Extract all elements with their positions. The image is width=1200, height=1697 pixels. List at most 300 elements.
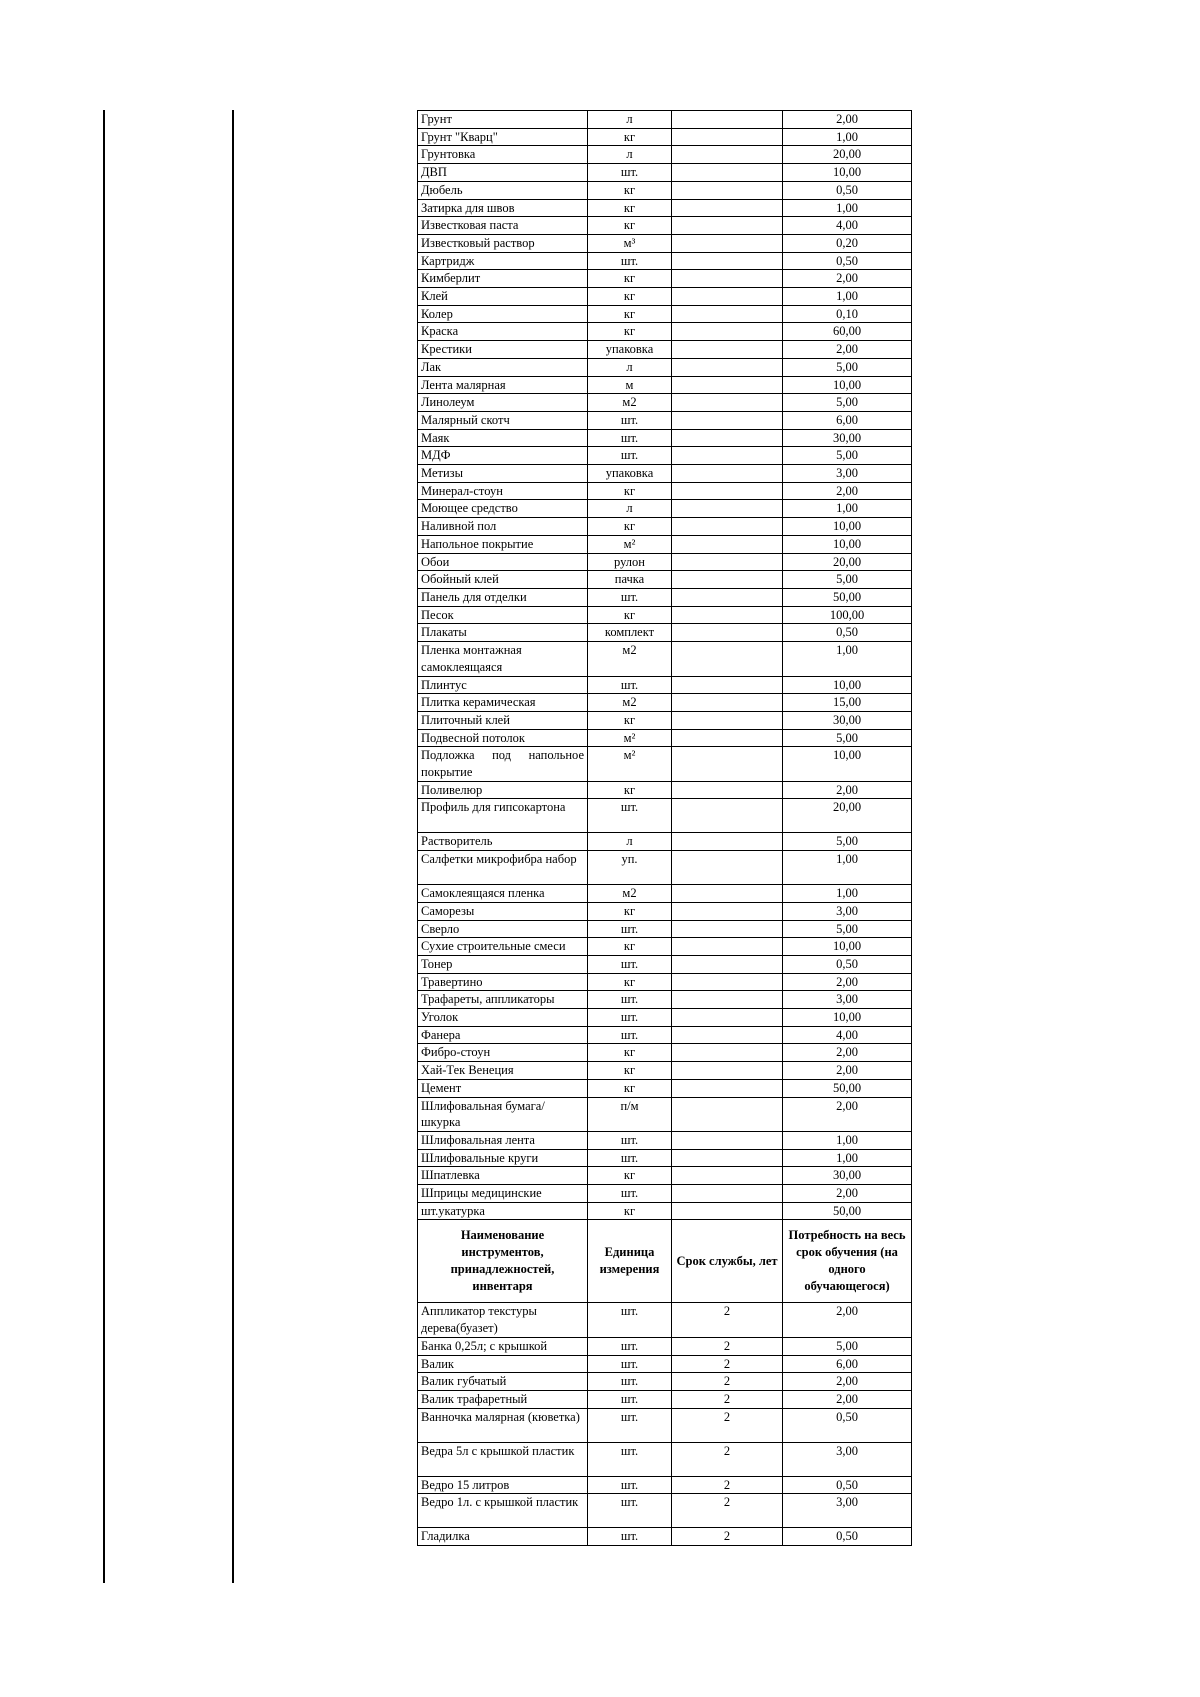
item-unit: кг (588, 270, 672, 288)
item-life (672, 1079, 783, 1097)
item-unit: кг (588, 323, 672, 341)
item-life (672, 270, 783, 288)
table-row (418, 1149, 912, 1167)
tool-qty: 6,00 (783, 1355, 912, 1373)
item-unit: м2 (588, 642, 672, 676)
item-name: Крестики (418, 341, 588, 359)
item-unit: шт. (588, 1131, 672, 1149)
table-row (418, 164, 912, 182)
item-unit: п/м (588, 1097, 672, 1131)
item-unit: кг (588, 199, 672, 217)
item-name: Шпатлевка (418, 1167, 588, 1185)
item-life (672, 1044, 783, 1062)
item-name: Клей (418, 288, 588, 306)
item-life (672, 323, 783, 341)
item-qty: 50,00 (783, 1079, 912, 1097)
item-qty: 60,00 (783, 323, 912, 341)
item-name: Затирка для швов (418, 199, 588, 217)
item-life (672, 1009, 783, 1027)
item-qty: 10,00 (783, 938, 912, 956)
item-unit: кг (588, 288, 672, 306)
item-unit: л (588, 500, 672, 518)
table-row (418, 270, 912, 288)
item-name: Моющее средство (418, 500, 588, 518)
item-qty: 2,00 (783, 1044, 912, 1062)
tool-qty: 0,50 (783, 1408, 912, 1442)
item-unit: шт. (588, 429, 672, 447)
item-name: Самоклеящаяся пленка (418, 885, 588, 903)
header-qty: Потребность на весь срок обучения (на одного обучающегося) (783, 1220, 912, 1303)
item-qty: 50,00 (783, 1202, 912, 1220)
item-life (672, 642, 783, 676)
item-qty: 3,00 (783, 465, 912, 483)
tool-unit: шт. (588, 1303, 672, 1337)
table-row (418, 1097, 912, 1131)
item-life (672, 1149, 783, 1167)
table-row (418, 1355, 912, 1373)
item-unit: м² (588, 535, 672, 553)
item-qty: 30,00 (783, 711, 912, 729)
item-qty: 5,00 (783, 729, 912, 747)
item-qty: 10,00 (783, 1009, 912, 1027)
tool-life: 2 (672, 1442, 783, 1476)
table-row (418, 358, 912, 376)
table-row (418, 252, 912, 270)
tool-qty: 3,00 (783, 1442, 912, 1476)
materials-table (417, 110, 912, 1546)
item-unit: шт. (588, 447, 672, 465)
item-unit: кг (588, 1044, 672, 1062)
item-unit: кг (588, 902, 672, 920)
item-qty: 2,00 (783, 973, 912, 991)
item-qty: 1,00 (783, 500, 912, 518)
item-name: Шлифовальная бумага/шкурка (418, 1097, 588, 1131)
table-row (418, 429, 912, 447)
tool-life: 2 (672, 1337, 783, 1355)
table-row (418, 885, 912, 903)
item-life (672, 535, 783, 553)
item-name: Напольное покрытие (418, 535, 588, 553)
item-unit: кг (588, 781, 672, 799)
item-name: Песок (418, 606, 588, 624)
item-name: Минерал-стоун (418, 482, 588, 500)
table-row (418, 938, 912, 956)
item-unit: кг (588, 128, 672, 146)
item-unit: кг (588, 938, 672, 956)
item-qty: 5,00 (783, 358, 912, 376)
table-row (418, 128, 912, 146)
item-unit: кг (588, 973, 672, 991)
item-name: Панель для отделки (418, 588, 588, 606)
tools-header-row (418, 1220, 912, 1303)
item-unit: шт. (588, 991, 672, 1009)
item-unit: кг (588, 1062, 672, 1080)
item-unit: уп. (588, 851, 672, 885)
item-name: Лак (418, 358, 588, 376)
table-row (418, 1373, 912, 1391)
item-name: Плакаты (418, 624, 588, 642)
item-life (672, 955, 783, 973)
item-unit: шт. (588, 1149, 672, 1167)
item-life (672, 1185, 783, 1203)
table-row (418, 146, 912, 164)
item-name: Маяк (418, 429, 588, 447)
item-life (672, 1026, 783, 1044)
item-unit: шт. (588, 920, 672, 938)
item-life (672, 747, 783, 781)
item-name: Метизы (418, 465, 588, 483)
item-name: Грунт "Кварц" (418, 128, 588, 146)
tool-qty: 2,00 (783, 1391, 912, 1409)
item-name: Сухие строительные смеси (418, 938, 588, 956)
table-row (418, 624, 912, 642)
table-row (418, 694, 912, 712)
item-qty: 1,00 (783, 885, 912, 903)
left-column-rule (232, 110, 234, 1583)
materials-body (418, 111, 912, 1220)
tool-name: Валик (418, 1355, 588, 1373)
item-life (672, 394, 783, 412)
table-row (418, 288, 912, 306)
item-name: Тонер (418, 955, 588, 973)
item-qty: 100,00 (783, 606, 912, 624)
table-row (418, 376, 912, 394)
item-life (672, 518, 783, 536)
item-unit: упаковка (588, 465, 672, 483)
item-unit: кг (588, 482, 672, 500)
table-row (418, 1303, 912, 1337)
item-qty: 15,00 (783, 694, 912, 712)
table-row (418, 1337, 912, 1355)
item-qty: 2,00 (783, 781, 912, 799)
tool-name: Банка 0,25л; с крышкой (418, 1337, 588, 1355)
item-unit: л (588, 111, 672, 129)
item-life (672, 553, 783, 571)
item-life (672, 234, 783, 252)
item-qty: 2,00 (783, 1097, 912, 1131)
item-life (672, 833, 783, 851)
item-life (672, 973, 783, 991)
header-name: Наименование инструментов, принадлежностей, инвентаря (418, 1220, 588, 1303)
item-name: Колер (418, 305, 588, 323)
item-qty: 2,00 (783, 482, 912, 500)
item-qty: 1,00 (783, 128, 912, 146)
table-row (418, 606, 912, 624)
item-life (672, 781, 783, 799)
table-row (418, 411, 912, 429)
item-name: Известковый раствор (418, 234, 588, 252)
table-row (418, 305, 912, 323)
table-row (418, 955, 912, 973)
item-unit: кг (588, 711, 672, 729)
left-margin-rule (103, 110, 105, 1583)
tool-name: Гладилка (418, 1528, 588, 1546)
table-row (418, 747, 912, 781)
tool-life: 2 (672, 1373, 783, 1391)
item-life (672, 729, 783, 747)
item-qty: 20,00 (783, 799, 912, 833)
table-row (418, 1185, 912, 1203)
item-life (672, 991, 783, 1009)
item-name: Фанера (418, 1026, 588, 1044)
item-life (672, 1062, 783, 1080)
item-unit: кг (588, 606, 672, 624)
item-name: Линолеум (418, 394, 588, 412)
item-life (672, 305, 783, 323)
item-name: Обойный клей (418, 571, 588, 589)
item-name: Растворитель (418, 833, 588, 851)
item-unit: кг (588, 1202, 672, 1220)
item-unit: л (588, 833, 672, 851)
item-name: Картридж (418, 252, 588, 270)
item-name: Фибро-стоун (418, 1044, 588, 1062)
header-life: Срок службы, лет (672, 1220, 783, 1303)
item-unit: л (588, 146, 672, 164)
tool-name: Аппликатор текстуры дерева(буазет) (418, 1303, 588, 1337)
item-qty: 2,00 (783, 270, 912, 288)
table-row (418, 729, 912, 747)
item-qty: 5,00 (783, 447, 912, 465)
tool-name: Валик губчатый (418, 1373, 588, 1391)
item-unit: шт. (588, 1185, 672, 1203)
tool-unit: шт. (588, 1391, 672, 1409)
item-life (672, 411, 783, 429)
table-row (418, 1009, 912, 1027)
item-name: Трафареты, аппликаторы (418, 991, 588, 1009)
tool-unit: шт. (588, 1442, 672, 1476)
item-qty: 4,00 (783, 1026, 912, 1044)
item-life (672, 465, 783, 483)
item-name: Хай-Тек Венеция (418, 1062, 588, 1080)
item-unit: м2 (588, 694, 672, 712)
item-unit: кг (588, 217, 672, 235)
item-life (672, 164, 783, 182)
table-row (418, 1202, 912, 1220)
table-row (418, 234, 912, 252)
item-life (672, 181, 783, 199)
item-qty: 50,00 (783, 588, 912, 606)
table-row (418, 1391, 912, 1409)
item-name: Известковая паста (418, 217, 588, 235)
item-life (672, 1167, 783, 1185)
item-qty: 5,00 (783, 571, 912, 589)
item-name: Малярный скотч (418, 411, 588, 429)
item-life (672, 358, 783, 376)
item-unit: кг (588, 518, 672, 536)
tool-life: 2 (672, 1528, 783, 1546)
item-unit: шт. (588, 799, 672, 833)
table-row (418, 1131, 912, 1149)
item-name: МДФ (418, 447, 588, 465)
item-qty: 1,00 (783, 199, 912, 217)
item-name: шт.укатурка (418, 1202, 588, 1220)
table-row (418, 341, 912, 359)
item-life (672, 376, 783, 394)
table-row (418, 588, 912, 606)
item-qty: 5,00 (783, 833, 912, 851)
item-name: Плиточный клей (418, 711, 588, 729)
item-unit: упаковка (588, 341, 672, 359)
table-row (418, 1079, 912, 1097)
tool-life: 2 (672, 1303, 783, 1337)
item-life (672, 199, 783, 217)
item-name: Саморезы (418, 902, 588, 920)
item-qty: 4,00 (783, 217, 912, 235)
item-life (672, 447, 783, 465)
table-row (418, 973, 912, 991)
item-unit: шт. (588, 1026, 672, 1044)
tool-unit: шт. (588, 1476, 672, 1494)
item-unit: шт. (588, 588, 672, 606)
table-row (418, 1044, 912, 1062)
tool-name: Ванночка малярная (кюветка) (418, 1408, 588, 1442)
item-name: Подвесной потолок (418, 729, 588, 747)
item-unit: шт. (588, 955, 672, 973)
table-row (418, 1476, 912, 1494)
item-life (672, 606, 783, 624)
item-name: Травертино (418, 973, 588, 991)
item-name: ДВП (418, 164, 588, 182)
item-unit: м³ (588, 234, 672, 252)
tool-life: 2 (672, 1408, 783, 1442)
table-row (418, 833, 912, 851)
table-row (418, 199, 912, 217)
item-life (672, 128, 783, 146)
item-unit: шт. (588, 164, 672, 182)
item-qty: 0,50 (783, 252, 912, 270)
item-name: Уголок (418, 1009, 588, 1027)
table-row (418, 323, 912, 341)
item-name: Поливелюр (418, 781, 588, 799)
item-unit: кг (588, 305, 672, 323)
item-name: Шлифовальные круги (418, 1149, 588, 1167)
item-unit: м2 (588, 394, 672, 412)
table-row (418, 482, 912, 500)
table-row (418, 1167, 912, 1185)
tool-name: Валик трафаретный (418, 1391, 588, 1409)
item-unit: шт. (588, 252, 672, 270)
item-life (672, 588, 783, 606)
item-unit: м (588, 376, 672, 394)
item-name: Дюбель (418, 181, 588, 199)
item-name: Обои (418, 553, 588, 571)
tool-unit: шт. (588, 1408, 672, 1442)
item-qty: 6,00 (783, 411, 912, 429)
item-unit: шт. (588, 1009, 672, 1027)
item-qty: 30,00 (783, 1167, 912, 1185)
item-qty: 20,00 (783, 553, 912, 571)
table-row (418, 711, 912, 729)
item-qty: 1,00 (783, 1131, 912, 1149)
item-name: Цемент (418, 1079, 588, 1097)
tools-body (418, 1303, 912, 1546)
item-unit: шт. (588, 676, 672, 694)
item-qty: 0,50 (783, 181, 912, 199)
item-name: Грунтовка (418, 146, 588, 164)
item-qty: 5,00 (783, 394, 912, 412)
header-unit: Единица измерения (588, 1220, 672, 1303)
item-qty: 0,10 (783, 305, 912, 323)
item-qty: 0,50 (783, 624, 912, 642)
table-row (418, 799, 912, 833)
table-row (418, 571, 912, 589)
item-unit: кг (588, 181, 672, 199)
item-life (672, 571, 783, 589)
item-name: Профиль для гипсокартона (418, 799, 588, 833)
table-row (418, 500, 912, 518)
item-qty: 2,00 (783, 1185, 912, 1203)
item-name: Шлифовальная лента (418, 1131, 588, 1149)
item-qty: 30,00 (783, 429, 912, 447)
table-row (418, 781, 912, 799)
item-life (672, 624, 783, 642)
item-life (672, 711, 783, 729)
table-row (418, 642, 912, 676)
item-life (672, 1131, 783, 1149)
item-qty: 10,00 (783, 676, 912, 694)
item-unit: рулон (588, 553, 672, 571)
item-unit: л (588, 358, 672, 376)
item-qty: 1,00 (783, 1149, 912, 1167)
item-life (672, 482, 783, 500)
table-row (418, 181, 912, 199)
item-life (672, 694, 783, 712)
tool-name: Ведра 5л с крышкой пластик (418, 1442, 588, 1476)
item-name: Плитка керамическая (418, 694, 588, 712)
item-name: Лента малярная (418, 376, 588, 394)
item-name: Плинтус (418, 676, 588, 694)
tool-name: Ведро 1л. с крышкой пластик (418, 1494, 588, 1528)
item-life (672, 799, 783, 833)
item-name: Пленка монтажная самоклеящаяся (418, 642, 588, 676)
item-qty: 0,20 (783, 234, 912, 252)
item-life (672, 851, 783, 885)
table-row (418, 553, 912, 571)
table-row (418, 465, 912, 483)
table-row (418, 1494, 912, 1528)
item-qty: 10,00 (783, 535, 912, 553)
table-row (418, 902, 912, 920)
tools-section (418, 1220, 912, 1303)
item-life (672, 429, 783, 447)
tool-unit: шт. (588, 1337, 672, 1355)
table-row (418, 217, 912, 235)
item-name: Подложка под напольное покрытие (418, 747, 588, 781)
table-row (418, 1408, 912, 1442)
item-qty: 3,00 (783, 902, 912, 920)
tool-qty: 5,00 (783, 1337, 912, 1355)
item-qty: 2,00 (783, 1062, 912, 1080)
item-qty: 10,00 (783, 164, 912, 182)
item-life (672, 146, 783, 164)
item-unit: кг (588, 1079, 672, 1097)
table-row (418, 394, 912, 412)
item-name: Наливной пол (418, 518, 588, 536)
item-unit: м² (588, 747, 672, 781)
tool-name: Ведро 15 литров (418, 1476, 588, 1494)
item-qty: 10,00 (783, 747, 912, 781)
tool-life: 2 (672, 1494, 783, 1528)
table-row (418, 535, 912, 553)
table-row (418, 111, 912, 129)
tool-unit: шт. (588, 1494, 672, 1528)
table-row (418, 1528, 912, 1546)
item-life (672, 111, 783, 129)
item-unit: м2 (588, 885, 672, 903)
item-unit: м² (588, 729, 672, 747)
item-life (672, 1202, 783, 1220)
item-qty: 1,00 (783, 288, 912, 306)
